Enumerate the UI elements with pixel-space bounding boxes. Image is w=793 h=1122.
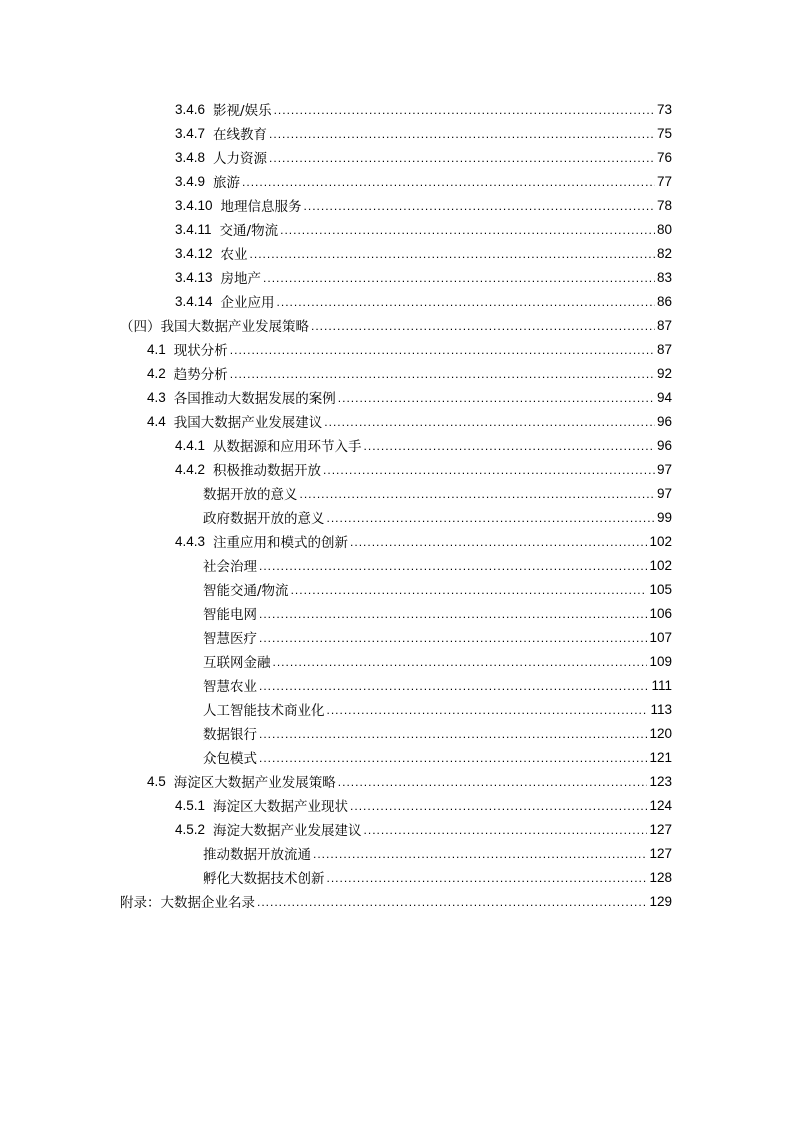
toc-entry[interactable] — [175, 97, 672, 121]
dot-leader — [327, 872, 648, 889]
toc-entry[interactable] — [203, 673, 672, 697]
toc-entry-title: 注重应用和模式的创新 — [213, 535, 349, 551]
dot-leader — [311, 320, 655, 337]
toc-entry-page: 105 — [649, 581, 672, 597]
toc-entry[interactable] — [120, 889, 672, 913]
toc-entry-title: 我国大数据产业发展建议 — [173, 415, 323, 431]
toc-entry-page: 102 — [649, 533, 672, 549]
toc-entry-title: 推动数据开放流通 — [203, 847, 311, 863]
toc-entry-number: 3.4.13 — [175, 269, 213, 285]
toc-entry-page: 99 — [656, 509, 672, 525]
toc-entry[interactable] — [175, 193, 672, 217]
toc-entry-title: 各国推动大数据发展的案例 — [173, 391, 336, 407]
toc-entry-title: 众包模式 — [203, 751, 257, 767]
toc-entry-title: 企业应用 — [220, 295, 275, 311]
dot-leader — [350, 536, 647, 553]
toc-entry[interactable] — [175, 793, 672, 817]
toc-entry[interactable] — [175, 457, 672, 481]
toc-entry[interactable] — [203, 601, 672, 625]
toc-entry-page: 86 — [656, 293, 672, 309]
dot-leader — [291, 584, 648, 601]
toc-entry-page: 96 — [656, 413, 672, 429]
toc-entry-page: 123 — [649, 773, 672, 789]
toc-entry-number: 4.4 — [147, 413, 166, 429]
toc-entry[interactable] — [120, 313, 672, 337]
dot-leader — [274, 104, 655, 121]
dot-leader — [327, 704, 649, 721]
toc-entry-page: 92 — [656, 365, 672, 381]
dot-leader — [269, 128, 655, 145]
toc-entry-title: 房地产 — [220, 271, 262, 287]
toc-entry-title: 从数据源和应用环节入手 — [213, 439, 362, 455]
toc-entry-page: 124 — [649, 797, 672, 813]
toc-entry[interactable] — [147, 769, 672, 793]
dot-leader — [242, 176, 655, 193]
toc-entry-page: 94 — [656, 389, 672, 405]
toc-entry[interactable] — [175, 241, 672, 265]
dot-leader — [259, 560, 647, 577]
toc-entry[interactable] — [175, 529, 672, 553]
toc-entry[interactable] — [175, 265, 672, 289]
toc-entry-title: 海淀区大数据产业发展策略 — [173, 775, 336, 791]
toc-entry-number: 3.4.14 — [175, 293, 213, 309]
toc-entry-number: 3.4.6 — [175, 101, 206, 117]
toc-entry[interactable] — [147, 409, 672, 433]
dot-leader — [327, 512, 655, 529]
toc-entry-number: 3.4.7 — [175, 125, 206, 141]
toc-entry-number: 4.2 — [147, 365, 166, 381]
dot-leader — [230, 344, 655, 361]
toc-entry-page: 121 — [649, 749, 672, 765]
toc-entry-title: 农业 — [220, 247, 248, 263]
toc-entry[interactable] — [203, 745, 672, 769]
toc-entry-title: 在线教育 — [213, 127, 268, 143]
toc-entry-page: 127 — [649, 821, 672, 837]
toc-entry-page: 87 — [656, 317, 672, 333]
toc-entry-title: 互联网金融 — [203, 655, 271, 671]
dot-leader — [230, 368, 655, 385]
toc-entry[interactable] — [175, 289, 672, 313]
dot-leader — [324, 416, 655, 433]
toc-entry[interactable] — [203, 553, 672, 577]
toc-entry-page: 97 — [656, 485, 672, 501]
toc-entry-page: 75 — [656, 125, 672, 141]
toc-entry[interactable] — [203, 841, 672, 865]
toc-entry-page: 77 — [656, 173, 672, 189]
dot-leader — [273, 656, 648, 673]
toc-entry-page: 80 — [656, 221, 672, 237]
toc-entry-number: 4.1 — [147, 341, 166, 357]
dot-leader — [259, 680, 649, 697]
toc-entry[interactable] — [203, 721, 672, 745]
toc-entry-number: 4.4.3 — [175, 533, 206, 549]
dot-leader — [304, 200, 655, 217]
toc-entry-title: 智慧医疗 — [203, 631, 257, 647]
toc-entry-number: 3.4.12 — [175, 245, 213, 261]
toc-entry[interactable] — [175, 145, 672, 169]
toc-entry-page: 127 — [649, 845, 672, 861]
toc-entry-number: 4.4.2 — [175, 461, 206, 477]
toc-entry-number: 3.4.8 — [175, 149, 206, 165]
toc-entry-title: 地理信息服务 — [220, 199, 302, 215]
dot-leader — [338, 392, 655, 409]
toc-entry-title: 影视/娱乐 — [213, 103, 272, 119]
dot-leader — [269, 152, 655, 169]
dot-leader — [259, 728, 647, 745]
dot-leader — [250, 248, 655, 265]
toc-entry[interactable] — [203, 625, 672, 649]
toc-entry-page: 113 — [650, 701, 672, 717]
dot-leader — [350, 800, 647, 817]
toc-entry-number: 4.5.2 — [175, 821, 206, 837]
toc-entry-number: 4.3 — [147, 389, 166, 405]
dot-leader — [277, 296, 655, 313]
toc-entry-number: 3.4.10 — [175, 197, 213, 213]
dot-leader — [259, 752, 647, 769]
toc-entry-title: 政府数据开放的意义 — [203, 511, 325, 527]
toc-entry[interactable] — [175, 217, 672, 241]
toc-entry-title: 数据开放的意义 — [203, 487, 298, 503]
toc-entry-page: 78 — [656, 197, 672, 213]
dot-leader — [263, 272, 655, 289]
toc-entry[interactable] — [175, 169, 672, 193]
dot-leader — [257, 896, 647, 913]
toc-entry[interactable] — [147, 361, 672, 385]
toc-entry-title: 海淀大数据产业发展建议 — [213, 823, 362, 839]
toc-entry[interactable] — [147, 385, 672, 409]
toc-entry-page: 107 — [649, 629, 672, 645]
toc-entry[interactable] — [203, 697, 672, 721]
dot-leader — [323, 464, 655, 481]
toc-entry-number: 3.4.9 — [175, 173, 206, 189]
toc-entry-title: 人工智能技术商业化 — [203, 703, 325, 719]
toc-entry-page: 120 — [649, 725, 672, 741]
toc-entry[interactable] — [203, 481, 672, 505]
toc-entry-page: 128 — [649, 869, 672, 885]
dot-leader — [313, 848, 647, 865]
toc-entry-title: 交通/物流 — [219, 223, 279, 239]
toc-entry-title: 智慧农业 — [203, 679, 257, 695]
toc-entry-title: 人力资源 — [213, 151, 268, 167]
dot-leader — [259, 608, 647, 625]
toc-entry-page: 87 — [656, 341, 672, 357]
toc-entry-page: 83 — [656, 269, 672, 285]
toc-entry-title: 现状分析 — [173, 343, 228, 359]
toc-entry[interactable] — [203, 505, 672, 529]
toc-entry-title: 积极推动数据开放 — [213, 463, 322, 479]
toc-entry-page: 111 — [651, 677, 672, 693]
toc-entry-number: 4.5 — [147, 773, 166, 789]
dot-leader — [300, 488, 655, 505]
toc-entry-title: 海淀区大数据产业现状 — [213, 799, 349, 815]
toc-entry-title: （四）我国大数据产业发展策略 — [120, 319, 309, 335]
toc-entry-page: 73 — [656, 101, 672, 117]
toc-entry-page: 96 — [656, 437, 672, 453]
toc-entry-title: 孵化大数据技术创新 — [203, 871, 325, 887]
toc-entry[interactable] — [203, 865, 672, 889]
toc-entry-title: 趋势分析 — [173, 367, 228, 383]
toc-entry-title: 智能交通/物流 — [203, 583, 289, 599]
toc-entry-page: 82 — [656, 245, 672, 261]
toc-entry[interactable] — [175, 433, 672, 457]
toc-entry-number: 4.4.1 — [175, 437, 206, 453]
toc-entry-number: 3.4.11 — [175, 221, 212, 237]
dot-leader — [364, 440, 655, 457]
toc-entry-page: 97 — [656, 461, 672, 477]
toc-entry-title: 旅游 — [213, 175, 241, 191]
dot-leader — [338, 776, 648, 793]
dot-leader — [364, 824, 648, 841]
dot-leader — [280, 224, 655, 241]
toc-entry-page: 106 — [649, 605, 672, 621]
toc-entry-title: 数据银行 — [203, 727, 257, 743]
toc-entry-title: 附录：大数据企业名录 — [120, 895, 255, 911]
toc-entry[interactable] — [203, 649, 672, 673]
toc-entry-title: 社会治理 — [203, 559, 257, 575]
dot-leader — [259, 632, 647, 649]
toc-entry[interactable] — [147, 337, 672, 361]
toc-entry[interactable] — [175, 121, 672, 145]
toc-entry-page: 76 — [656, 149, 672, 165]
toc-entry-page: 102 — [649, 557, 672, 573]
toc-entry-page: 129 — [649, 893, 672, 909]
toc-entry-number: 4.5.1 — [175, 797, 206, 813]
toc-entry-title: 智能电网 — [203, 607, 257, 623]
toc-entry-page: 109 — [649, 653, 672, 669]
toc-entry[interactable] — [175, 817, 672, 841]
toc-entry[interactable] — [203, 577, 672, 601]
